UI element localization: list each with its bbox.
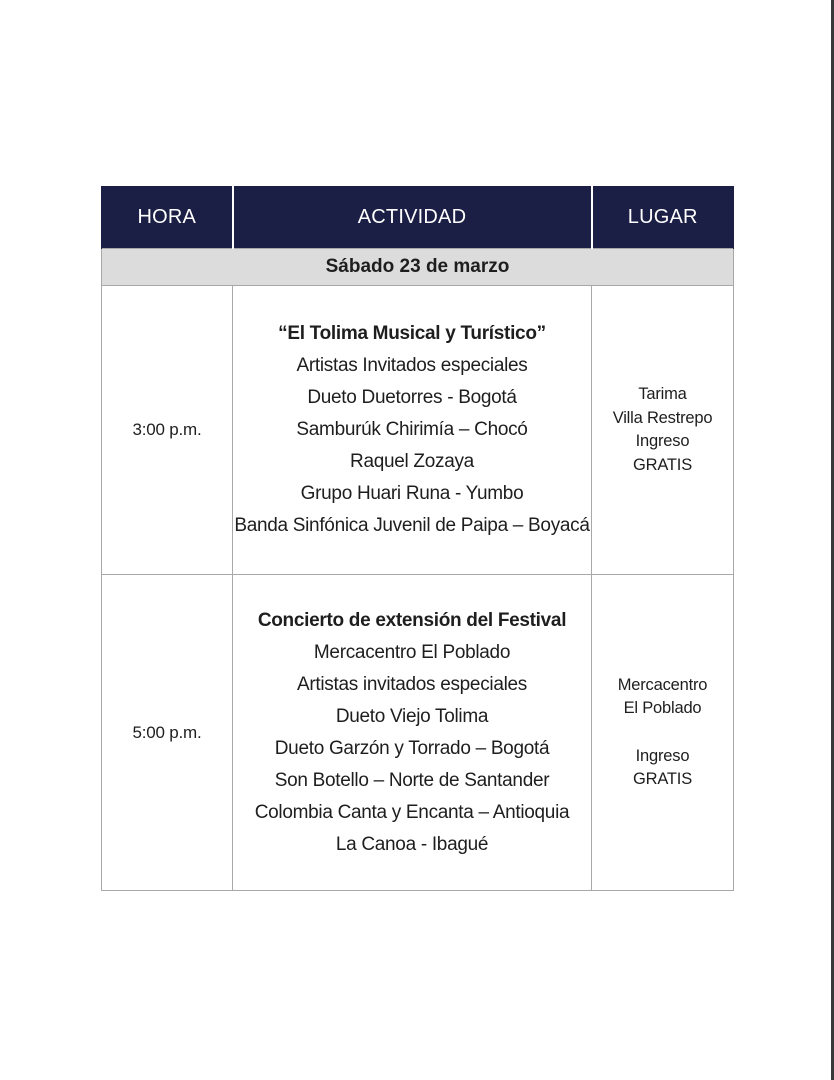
lugar-line: Ingreso: [635, 746, 690, 765]
activity-line: Dueto Duetorres - Bogotá: [307, 387, 517, 408]
lugar-line: Ingreso: [635, 432, 690, 450]
activity-line: Dueto Viejo Tolima: [335, 705, 489, 727]
row-hora: 3:00 p.m.: [102, 286, 233, 575]
lugar-line: El Poblado: [623, 699, 702, 717]
row-hora: 5:00 p.m.: [102, 575, 233, 891]
table-row: [102, 286, 734, 575]
row-lugar: [592, 286, 734, 575]
activity-line: Son Botello – Norte de Santander: [274, 769, 550, 791]
table-row: [102, 575, 734, 891]
row-actividad: [233, 286, 592, 575]
activity-line: Banda Sinfónica Juvenil de Paipa – Boyacá: [234, 515, 590, 536]
activity-line: Dueto Garzón y Torrado – Bogotá: [274, 737, 550, 759]
activity-title: Concierto de extensión del Festival: [257, 609, 567, 631]
activity-line: La Canoa - Ibagué: [335, 833, 489, 855]
activity-line: Colombia Canta y Encanta – Antioquia: [254, 801, 570, 823]
lugar-line: GRATIS: [633, 455, 692, 474]
row-actividad: [233, 575, 592, 891]
activity-title: “El Tolima Musical y Turístico”: [278, 323, 546, 344]
lugar-line: Mercacentro: [617, 675, 708, 694]
lugar-line: Villa Restrepo: [612, 408, 713, 427]
lugar-line: Tarima: [638, 385, 687, 403]
activity-line: Artistas invitados especiales: [297, 673, 527, 695]
day-row: [102, 249, 734, 286]
row-lugar: [592, 575, 734, 891]
schedule-table: [101, 186, 734, 891]
activity-line: Grupo Huari Runa - Yumbo: [300, 483, 524, 504]
header-hora: HORA: [102, 187, 233, 249]
header-actividad: ACTIVIDAD: [233, 187, 592, 249]
day-label: Sábado 23 de marzo: [102, 249, 734, 286]
lugar-line: GRATIS: [633, 770, 692, 788]
activity-line: Mercacentro El Poblado: [313, 641, 511, 663]
activity-line: Samburúk Chirimía – Chocó: [296, 419, 528, 440]
activity-line: Artistas Invitados especiales: [296, 355, 528, 376]
lugar-spacer: [592, 721, 733, 745]
header-lugar: LUGAR: [592, 187, 734, 249]
activity-line: Raquel Zozaya: [350, 451, 474, 472]
table-header-row: [102, 187, 734, 249]
